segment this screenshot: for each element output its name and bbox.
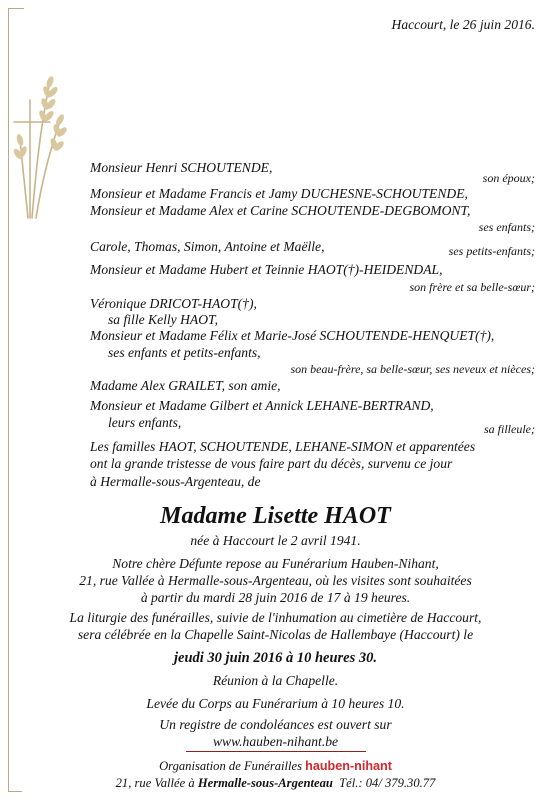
family-line: Monsieur et Madame Francis et Jamy DUCHESNE-SCHOUTENDE, [90, 186, 468, 201]
family-line: Madame Alex GRAILET, son amie, [90, 378, 281, 393]
after-line: Réunion à la Chapelle. [212, 673, 339, 688]
family-line: Monsieur et Madame Alex et Carine SCHOUTENDE-DEGBOMONT, [90, 203, 471, 218]
family-line: Monsieur et Madame Gilbert et Annick LEHANE-BERTRAND, [90, 398, 434, 413]
footer-divider [186, 751, 366, 752]
family-line: leurs enfants, [108, 415, 182, 430]
family-line: Monsieur Henri SCHOUTENDE, [90, 160, 273, 175]
address-prefix: 21, rue Vallée à [115, 776, 195, 790]
relation-note: son frère et sa belle-sœur; [409, 280, 535, 294]
detail-line: sera célébrée en la Chapelle Saint-Nicolas de Hallembaye (Haccourt) le [77, 627, 474, 642]
family-line: Monsieur et Madame Hubert et Teinnie HAOT(†)-HEIDENDAL, [90, 262, 443, 277]
deceased-name: Madame Lisette HAOT [160, 503, 391, 529]
family-line: Monsieur et Madame Félix et Marie-José SCHOUTENDE-HENQUET(†), [90, 328, 495, 343]
wheat-cross-icon [10, 60, 70, 220]
after-line: Un registre de condoléances est ouvert sur [159, 717, 392, 732]
organizer-line [0, 758, 551, 774]
website-link[interactable]: www.hauben-nihant.be [212, 734, 339, 749]
announcement-line: Les familles HAOT, SCHOUTENDE, LEHANE-SIMON et apparentées [90, 439, 476, 454]
relation-note: sa filleule; [484, 422, 535, 436]
family-line: sa fille Kelly HAOT, [108, 312, 218, 327]
relation-note: son beau-frère, sa belle-sœur, ses neveux et nièces; [290, 362, 535, 376]
family-line: Carole, Thomas, Simon, Antoine et Maëlle, [90, 239, 325, 254]
relation-note: ses petits-enfants; [448, 244, 535, 258]
family-line: ses enfants et petits-enfants, [108, 345, 261, 360]
birth-info: née à Haccourt le 2 avril 1941. [190, 533, 361, 548]
border-top [8, 8, 24, 9]
announcement-line: à Hermalle-sous-Argenteau, de [90, 474, 261, 489]
detail-line: à partir du mardi 28 juin 2016 de 17 à 19 heures. [140, 590, 411, 605]
place-date: Haccourt, le 26 juin 2016. [391, 17, 535, 32]
address-line [0, 775, 551, 791]
funeral-date: jeudi 30 juin 2016 à 10 heures 30. [173, 650, 378, 666]
relation-note: ses enfants; [478, 220, 535, 234]
after-line: Levée du Corps au Funérarium à 10 heures 10. [146, 696, 405, 711]
phone: Tél.: 04/ 379.30.77 [339, 776, 436, 790]
brand-logo: hauben-nihant [305, 759, 392, 773]
announcement-line: ont la grande tristesse de vous faire part du décès, survenu ce jour [90, 456, 453, 471]
organizer-prefix: Organisation de Funérailles [159, 759, 303, 773]
detail-line: 21, rue Vallée à Hermalle-sous-Argenteau, où les visites sont souhaitées [79, 573, 472, 588]
address-city: Hermalle-sous-Argenteau [197, 776, 333, 790]
relation-note: son époux; [482, 171, 535, 185]
detail-line: La liturgie des funérailles, suivie de l'inhumation au cimetière de Haccourt, [69, 610, 482, 625]
family-line: Véronique DRICOT-HAOT(†), [90, 296, 257, 311]
detail-line: Notre chère Défunte repose au Funérarium Hauben-Nihant, [112, 556, 439, 571]
border-bottom [8, 791, 22, 792]
